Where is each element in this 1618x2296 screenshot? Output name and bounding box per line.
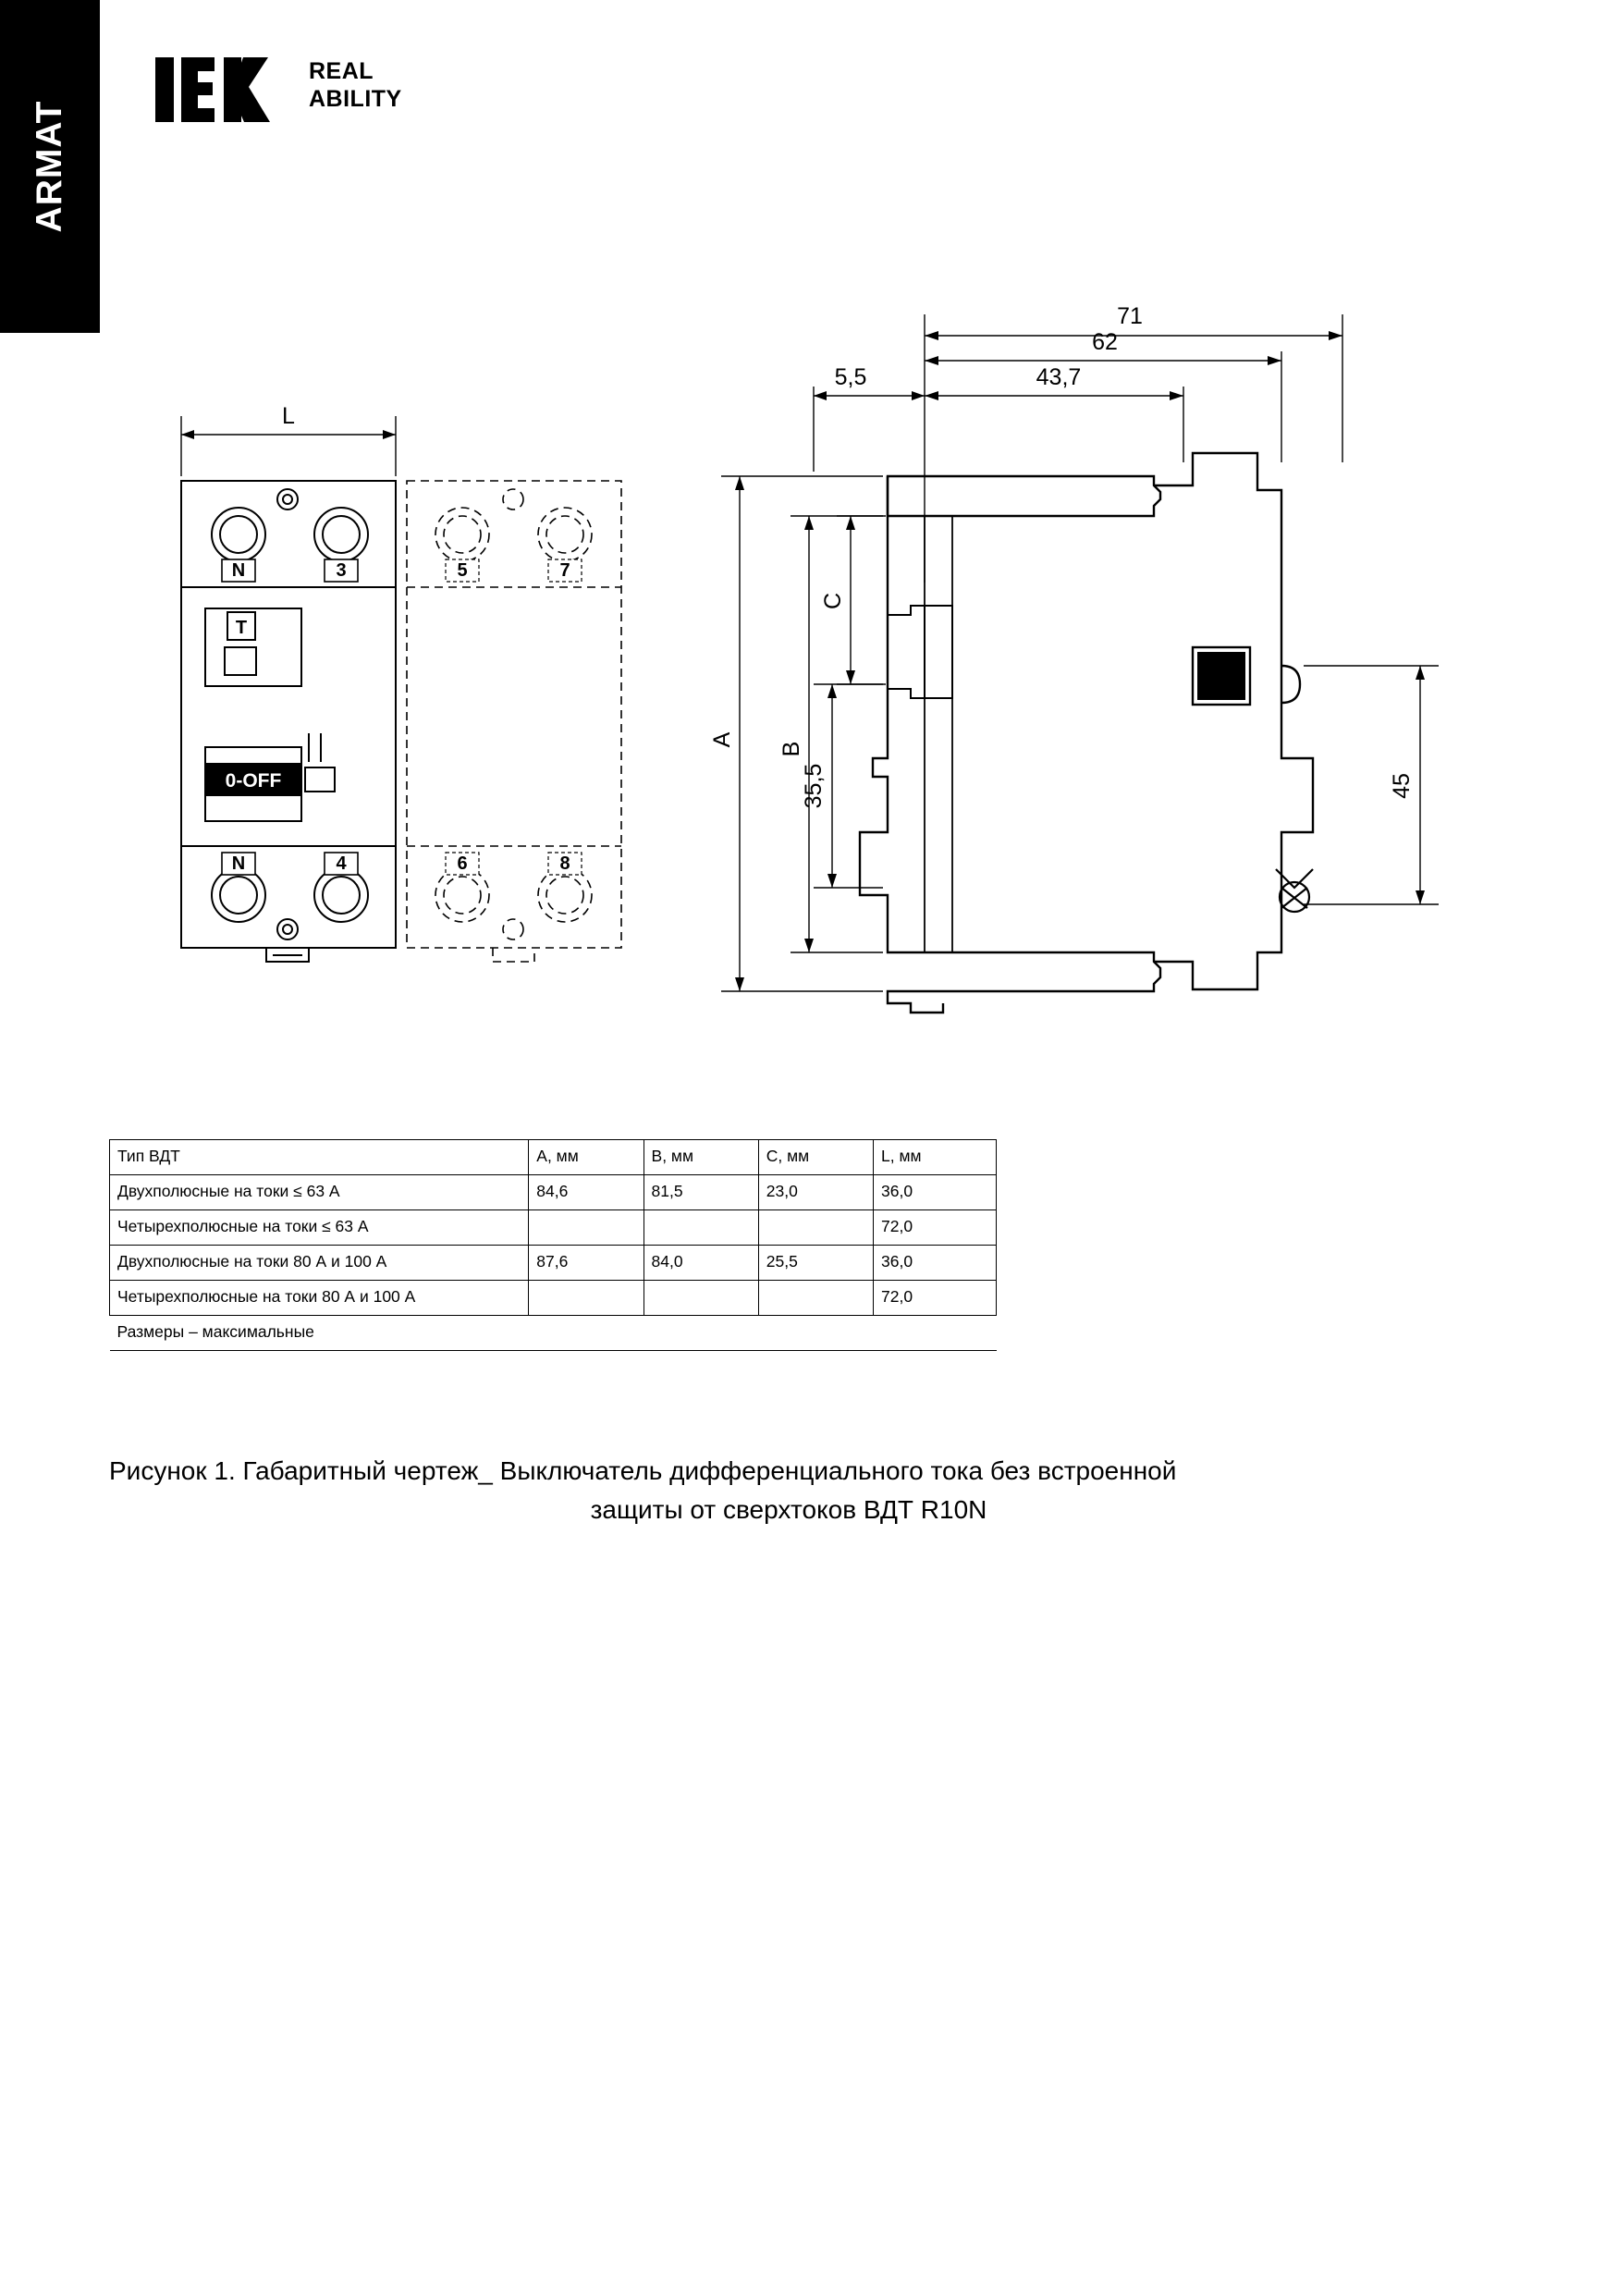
row-a: 87,6 xyxy=(529,1246,644,1281)
table-row xyxy=(110,1246,997,1281)
row-type: Двухполюсные на токи ≤ 63 А xyxy=(110,1175,529,1210)
table-note: Размеры – максимальные xyxy=(110,1316,997,1351)
logo-slogan-line1: REAL xyxy=(309,58,374,84)
figure-caption xyxy=(109,1452,1468,1529)
dimensions-table-wrap xyxy=(109,1139,997,1351)
terminal-label-8: 8 xyxy=(559,853,570,874)
dim-rail-offset-label: 35,5 xyxy=(801,763,827,809)
row-b: 84,0 xyxy=(644,1246,758,1281)
figure-caption-line1: Рисунок 1. Габаритный чертеж_ Выключатель дифференциального тока без встроенной xyxy=(109,1456,1177,1485)
terminal-label-n-top: N xyxy=(231,560,246,581)
row-type: Двухполюсные на токи 80 А и 100 А xyxy=(110,1246,529,1281)
row-b xyxy=(644,1210,758,1246)
row-a xyxy=(529,1281,644,1316)
terminal-label-4: 4 xyxy=(336,853,347,874)
front-width-label: L xyxy=(282,403,295,429)
dim-rail-height-label: 45 xyxy=(1389,773,1415,799)
table-note-row xyxy=(110,1316,997,1351)
row-b xyxy=(644,1281,758,1316)
figure-caption-line2: защиты от сверхтоков ВДТ R10N xyxy=(590,1495,987,1524)
dim-mid-depth-label: 43,7 xyxy=(1036,364,1082,390)
table-header-c: C, мм xyxy=(758,1140,873,1175)
row-a xyxy=(529,1210,644,1246)
row-c xyxy=(758,1281,873,1316)
brand-tab-label: ARMAT xyxy=(30,100,69,233)
terminal-label-n-bottom: N xyxy=(231,853,246,874)
row-l: 36,0 xyxy=(874,1175,997,1210)
logo-block xyxy=(155,44,402,135)
table-header-l: L, мм xyxy=(874,1140,997,1175)
dim-front-offset-label: 5,5 xyxy=(834,364,867,390)
terminal-label-5: 5 xyxy=(457,560,468,581)
table-header-a: A, мм xyxy=(529,1140,644,1175)
row-type: Четырехполюсные на токи 80 А и 100 А xyxy=(110,1281,529,1316)
row-c xyxy=(758,1210,873,1246)
iek-logo-icon xyxy=(155,44,294,135)
row-c: 25,5 xyxy=(758,1246,873,1281)
row-l: 36,0 xyxy=(874,1246,997,1281)
terminal-label-3: 3 xyxy=(336,560,347,581)
table-header-type: Тип ВДТ xyxy=(110,1140,529,1175)
table-header-b: B, мм xyxy=(644,1140,758,1175)
table-row xyxy=(110,1175,997,1210)
terminal-label-6: 6 xyxy=(457,853,468,874)
dim-height-b-label: B xyxy=(778,741,804,757)
table-header-row xyxy=(110,1140,997,1175)
table-row xyxy=(110,1210,997,1246)
row-b: 81,5 xyxy=(644,1175,758,1210)
table-row xyxy=(110,1281,997,1316)
row-l: 72,0 xyxy=(874,1281,997,1316)
dim-height-a-label: A xyxy=(709,731,735,748)
dim-total-depth-label: 71 xyxy=(1117,303,1143,329)
switch-label: 0-OFF xyxy=(225,770,282,792)
row-c: 23,0 xyxy=(758,1175,873,1210)
dimensions-table xyxy=(109,1139,997,1351)
row-type: Четырехполюсные на токи ≤ 63 А xyxy=(110,1210,529,1246)
row-l: 72,0 xyxy=(874,1210,997,1246)
technical-drawing xyxy=(0,277,1618,1036)
row-a: 84,6 xyxy=(529,1175,644,1210)
dim-body-depth-label: 62 xyxy=(1092,329,1118,355)
logo-slogan xyxy=(309,57,402,113)
logo-slogan-line2: ABILITY xyxy=(309,86,402,112)
dim-height-c-label: C xyxy=(820,592,846,610)
test-button-label: T xyxy=(235,618,248,638)
terminal-label-7: 7 xyxy=(559,560,570,581)
